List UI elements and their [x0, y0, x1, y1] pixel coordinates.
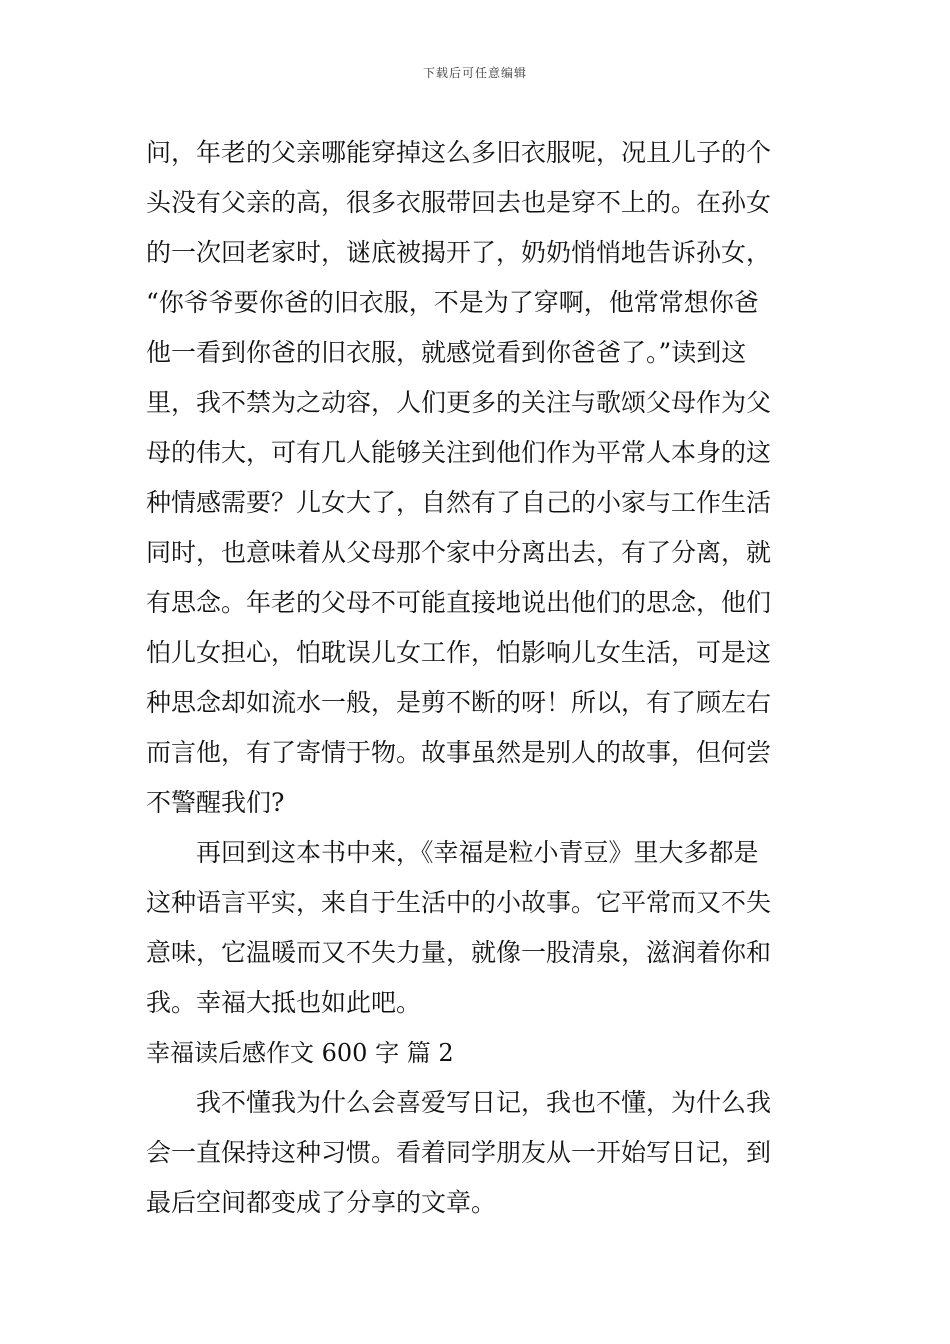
- text-line: 而言他，有了寄情于物。故事虽然是别人的故事，但何尝: [146, 738, 772, 767]
- text-line: “你爷爷要你爸的旧衣服，不是为了穿啊，他常常想你爸: [146, 288, 759, 317]
- section-heading: 幸福读后感作文 600 字 篇 2: [146, 1039, 454, 1067]
- text-line: 这种语言平实，来自于生活中的小故事。它平常而又不失: [146, 888, 772, 917]
- text-line: 同时，也意味着从父母那个家中分离出去，有了分离，就: [146, 538, 772, 567]
- text-line: 母的伟大，可有几人能够关注到他们作为平常人本身的这: [146, 438, 772, 467]
- text-line: 有思念。年老的父母不可能直接地说出他们的思念，他们: [146, 588, 772, 617]
- text-line: 的一次回老家时，谜底被揭开了，奶奶悄悄地告诉孙女，: [146, 238, 772, 267]
- text-line: 里，我不禁为之动容，人们更多的关注与歌颂父母作为父: [146, 388, 772, 417]
- text-line: 我不懂我为什么会喜爱写日记，我也不懂，为什么我: [196, 1088, 772, 1117]
- paragraph-1: [146, 128, 811, 828]
- text-line: 种思念却如流水一般，是剪不断的呀！所以，有了顾左右: [146, 688, 772, 717]
- text-line: 头没有父亲的高，很多衣服带回去也是穿不上的。在孙女: [146, 188, 772, 217]
- text-line: 会一直保持这种习惯。看着同学朋友从一开始写日记，到: [146, 1138, 772, 1167]
- page-header: 下载后可任意编辑: [422, 66, 527, 80]
- text-line: 他一看到你爸的旧衣服，就感觉看到你爸爸了。”读到这: [146, 338, 747, 367]
- text-line: 我。幸福大抵也如此吧。: [146, 988, 422, 1017]
- paragraph-2: [146, 828, 811, 1028]
- text-line: 怕儿女担心，怕耽误儿女工作，怕影响儿女生活，可是这: [146, 638, 772, 667]
- text-line: 不警醒我们?: [146, 788, 285, 817]
- text-line: 意味，它温暖而又不失力量，就像一股清泉，滋润着你和: [146, 938, 772, 967]
- text-line: 问，年老的父亲哪能穿掉这么多旧衣服呢，况且儿子的个: [146, 138, 772, 167]
- text-line: 再回到这本书中来，《幸福是粒小青豆》里大多都是: [196, 838, 759, 867]
- paragraph-3: [146, 1078, 811, 1228]
- text-line: 最后空间都变成了分享的文章。: [146, 1188, 497, 1217]
- body-text: [146, 128, 811, 1228]
- text-line: 种情感需要？儿女大了，自然有了自己的小家与工作生活: [146, 488, 772, 517]
